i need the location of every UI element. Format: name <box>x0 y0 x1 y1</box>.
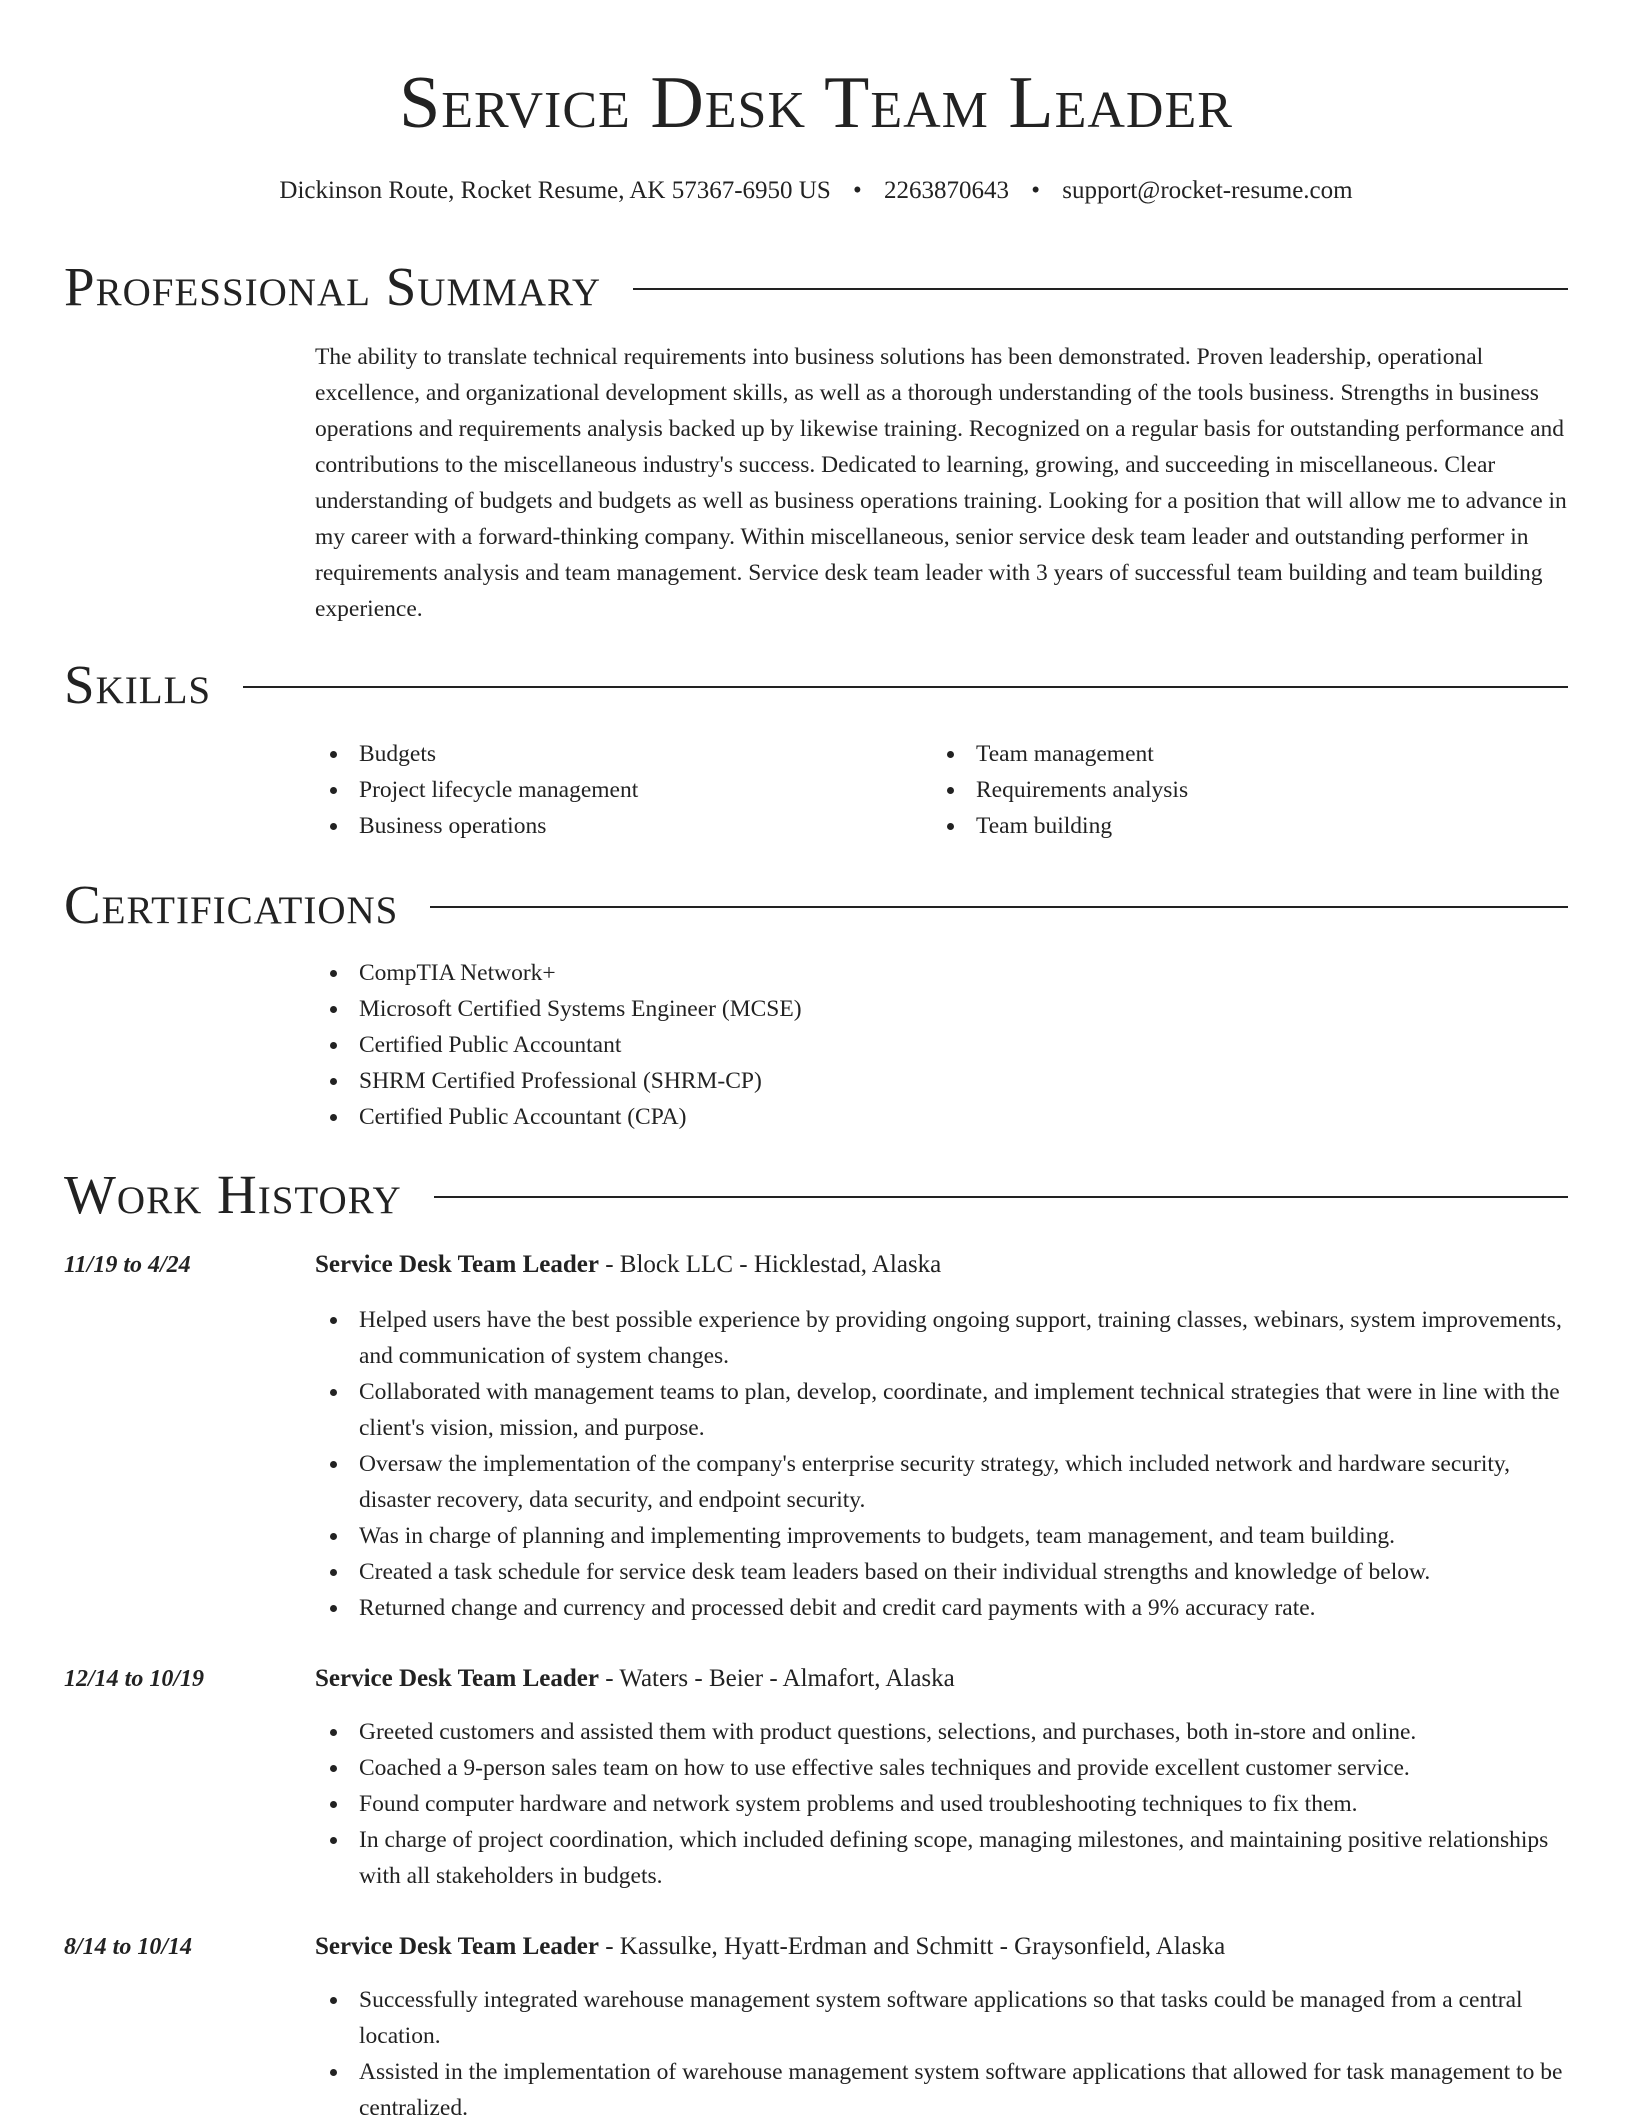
job-title: Service Desk Team Leader <box>315 1933 599 1960</box>
job-title-line <box>315 1661 955 1697</box>
job-bullet-list <box>315 1982 1569 2126</box>
section-divider <box>434 1196 1568 1198</box>
section-divider <box>633 288 1568 290</box>
skills-list-right <box>932 736 1492 844</box>
skill-item: Team management <box>932 736 1492 772</box>
job-bullet: Helped users have the best possible experience by providing ongoing support, training classes, webinars, system improvements, and communication of system changes. <box>315 1302 1569 1374</box>
certifications-list <box>315 955 1215 1135</box>
job-bullet: Oversaw the implementation of the company's enterprise security strategy, which included network and hardware security, disaster recovery, data security, and endpoint security. <box>315 1446 1569 1518</box>
certification-item: SHRM Certified Professional (SHRM-CP) <box>315 1063 1215 1099</box>
job-company: - Waters - Beier - Almafort, Alaska <box>598 1665 955 1692</box>
skill-item: Project lifecycle management <box>315 772 875 808</box>
work-history-section-header <box>64 1163 1568 1227</box>
job-dates: 8/14 to 10/14 <box>64 1934 193 1960</box>
section-divider <box>430 906 1568 908</box>
job-bullet: In charge of project coordination, which included defining scope, managing milestones, and maintaining positive relationships with all stakeholders in budgets. <box>315 1822 1569 1894</box>
job-bullet: Assisted in the implementation of warehouse management system software applications that allowed for task management to be centralized. <box>315 2054 1569 2126</box>
job-company: - Block LLC - Hicklestad, Alaska <box>598 1251 942 1278</box>
job-bullet: Found computer hardware and network system problems and used troubleshooting techniques to fix them. <box>315 1786 1569 1822</box>
job-bullet-list <box>315 1302 1569 1626</box>
job-dates: 12/14 to 10/19 <box>64 1666 205 1692</box>
skills-heading: Skills <box>64 654 212 715</box>
job-title: Service Desk Team Leader <box>315 1665 599 1692</box>
summary-section-header <box>64 255 1568 319</box>
contact-phone: 2263870643 <box>884 177 1010 204</box>
contact-separator: • <box>1031 177 1041 204</box>
skills-section-header <box>64 653 1568 717</box>
job-bullet: Was in charge of planning and implementing improvements to budgets, team management, and team building. <box>315 1518 1569 1554</box>
certification-item: CompTIA Network+ <box>315 955 1215 991</box>
job-title: Service Desk Team Leader <box>315 1251 599 1278</box>
certification-item: Certified Public Accountant (CPA) <box>315 1099 1215 1135</box>
contact-line <box>0 174 1632 208</box>
skills-list-left <box>315 736 875 844</box>
contact-address: Dickinson Route, Rocket Resume, AK 57367-6950 US <box>279 177 831 204</box>
job-bullet: Created a task schedule for service desk team leaders based on their individual strengths and knowledge of below. <box>315 1554 1569 1590</box>
contact-email: support@rocket-resume.com <box>1062 177 1353 204</box>
summary-heading: Professional Summary <box>64 256 602 317</box>
certification-item: Certified Public Accountant <box>315 1027 1215 1063</box>
skill-item: Requirements analysis <box>932 772 1492 808</box>
certification-item: Microsoft Certified Systems Engineer (MCSE) <box>315 991 1215 1027</box>
skill-item: Team building <box>932 808 1492 844</box>
job-company: - Kassulke, Hyatt-Erdman and Schmitt - Graysonfield, Alaska <box>598 1933 1226 1960</box>
resume-name: Service Desk Team Leader <box>399 62 1233 144</box>
job-title-line <box>315 1929 1225 1965</box>
job-title-line <box>315 1247 941 1283</box>
job-bullet-list <box>315 1714 1569 1894</box>
job-bullet: Successfully integrated warehouse management system software applications so that tasks could be managed from a central location. <box>315 1982 1569 2054</box>
certifications-heading: Certifications <box>64 874 399 935</box>
job-bullet: Coached a 9-person sales team on how to use effective sales techniques and provide excellent customer service. <box>315 1750 1569 1786</box>
job-dates: 11/19 to 4/24 <box>64 1252 191 1278</box>
section-divider <box>243 686 1568 688</box>
work-history-heading: Work History <box>64 1164 402 1225</box>
summary-text: The ability to translate technical requirements into business solutions has been demonstrated. Proven leadership, operational excellence, and organizational development skills, as well as a thorough understanding of the tools business. Strengths in business operations and requirements analysis backed up by likewise training. Recognized on a regular basis for outstanding performance and contributions to the miscellaneous industry's success. Dedicated to learning, growing, and succeeding in miscellaneous. Clear understanding of budgets and budgets as well as business operations training. Looking for a position that will allow me to advance in my career with a forward-thinking company. Within miscellaneous, senior service desk team leader and outstanding performer in requirements analysis and team management. Service desk team leader with 3 years of successful team building and team building experience. <box>315 344 1567 622</box>
skill-item: Budgets <box>315 736 875 772</box>
certifications-section-header <box>64 873 1568 937</box>
job-bullet: Collaborated with management teams to plan, develop, coordinate, and implement technical strategies that were in line with the client's vision, mission, and purpose. <box>315 1374 1569 1446</box>
contact-separator: • <box>853 177 862 204</box>
job-bullet: Greeted customers and assisted them with product questions, selections, and purchases, both in-store and online. <box>315 1714 1569 1750</box>
skill-item: Business operations <box>315 808 875 844</box>
job-bullet: Returned change and currency and processed debit and credit card payments with a 9% accuracy rate. <box>315 1590 1569 1626</box>
